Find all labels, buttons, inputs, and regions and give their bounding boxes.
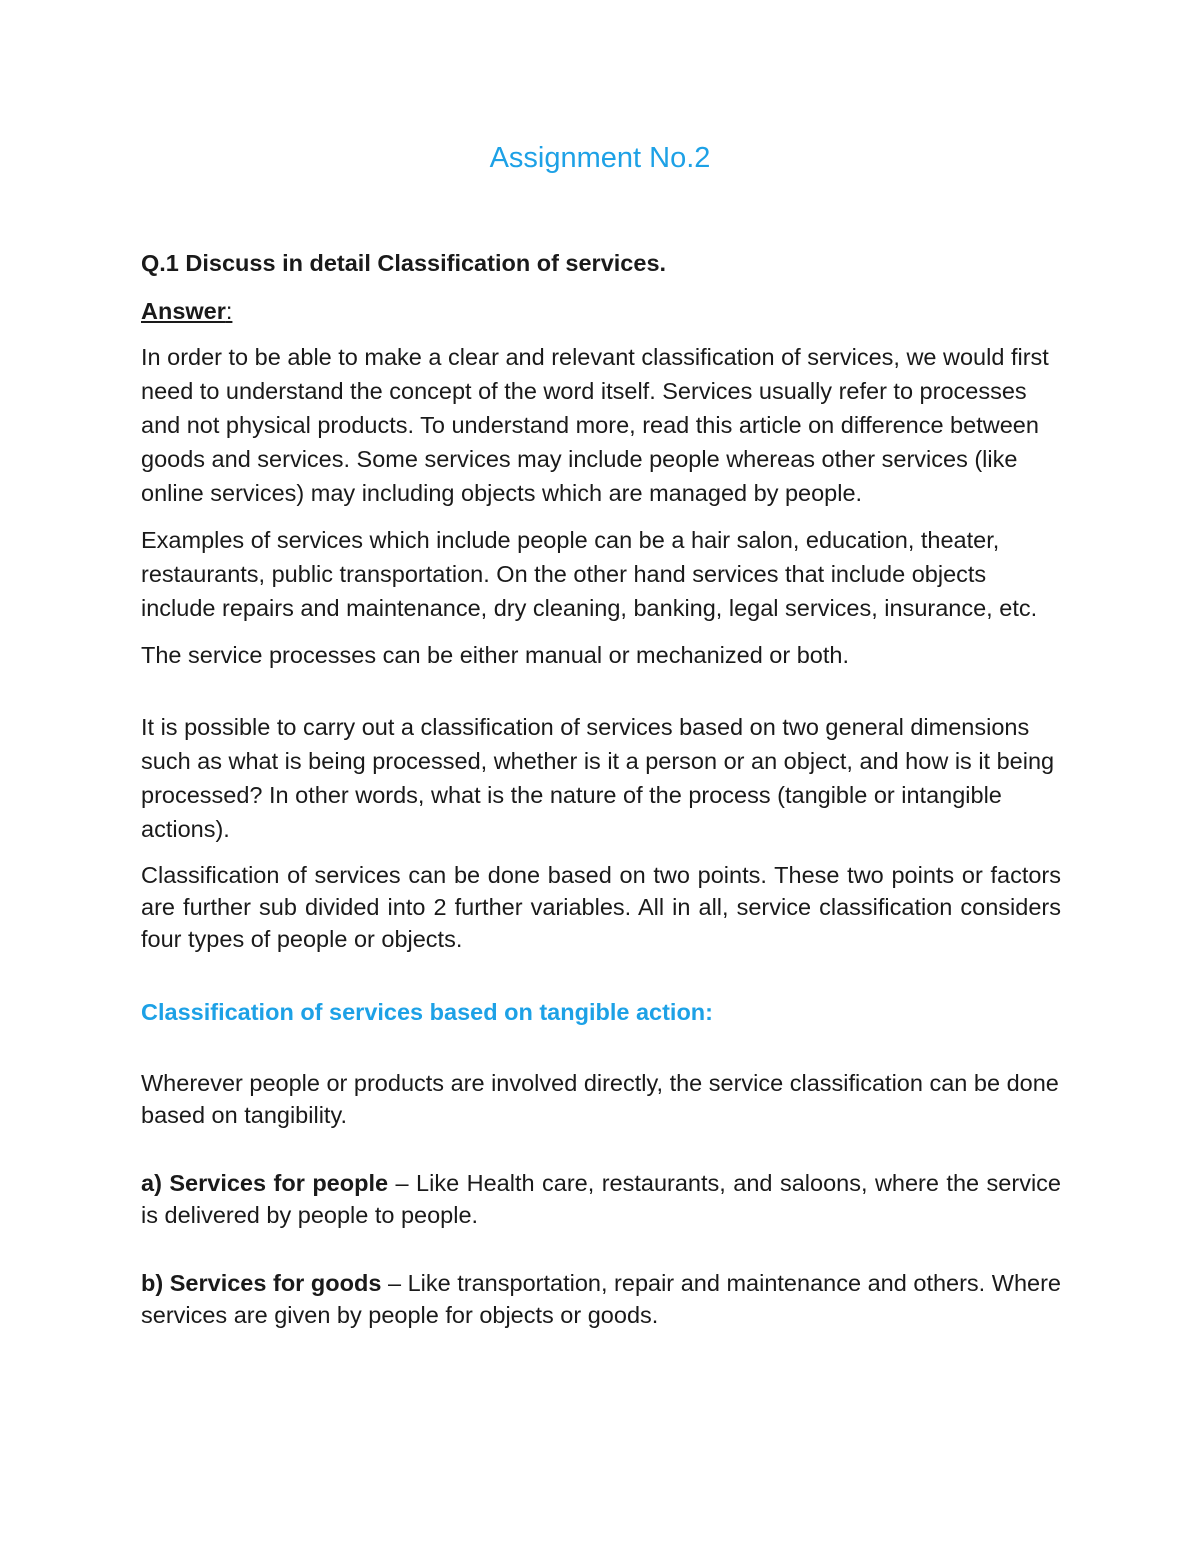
paragraph-examples: Examples of services which include people can be a hair salon, education, theater, restaurants, public transportation. On the other hand services that include objects include repairs and maintenance, dry cleaning, banking, legal services, insurance, etc. — [141, 527, 1038, 621]
answer-colon: : — [225, 298, 233, 324]
section-heading-tangible: Classification of services based on tangible action: — [141, 999, 713, 1025]
answer-label — [141, 294, 1061, 328]
list-item-services-for-goods — [141, 1267, 1061, 1331]
paragraph-dimensions: It is possible to carry out a classification of services based on two general dimensions such as what is being processed, whether is it a person or an object, and how is it being processed? In other words, what is the nature of the process (tangible or intangible actions). — [141, 714, 1055, 842]
question-heading: Q.1 Discuss in detail Classification of services. — [141, 250, 667, 276]
document-title: Assignment No.2 — [489, 142, 711, 174]
item-b-label: b) Services for goods — [141, 1270, 382, 1296]
paragraph-tangibility: Wherever people or products are involved directly, the service classification can be done based on tangibility. — [141, 1070, 1059, 1128]
item-a-text: – Like Health care, restaurants, and saloons, where the service is delivered by people to people. — [141, 1170, 1061, 1228]
paragraph-classification-points: Classification of services can be done based on two points. These two points or factors are further sub divided into 2 further variables. All in all, service classification considers four types of people or objects. — [141, 862, 1061, 952]
list-item-services-for-people — [141, 1167, 1061, 1231]
answer-word: Answer — [141, 298, 226, 324]
paragraph-intro: In order to be able to make a clear and relevant classification of services, we would first need to understand the concept of the word itself. Services usually refer to processes and not physical products. To understand more, read this article on difference between goods and services. Some services may include people whereas other services (like online services) may including objects which are managed by people. — [141, 344, 1049, 506]
item-a-label: a) Services for people — [141, 1170, 389, 1196]
paragraph-processes: The service processes can be either manual or mechanized or both. — [141, 642, 849, 668]
document-body — [141, 246, 1061, 1331]
item-b-text: – Like transportation, repair and maintenance and others. Where services are given by people for objects or goods. — [141, 1270, 1061, 1328]
